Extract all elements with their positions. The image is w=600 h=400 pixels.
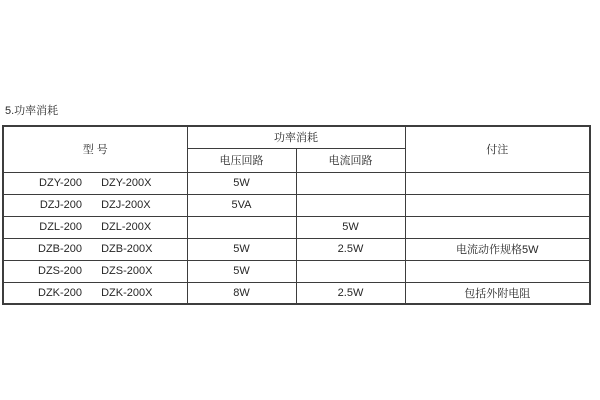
current-cell <box>296 172 405 194</box>
model-variant: DZJ-200X <box>101 199 151 211</box>
note-cell <box>405 172 590 194</box>
model-primary: DZS-200 <box>38 265 83 277</box>
power-consumption-table <box>2 125 591 305</box>
current-cell: 5W <box>296 216 405 238</box>
model-cell <box>3 260 187 282</box>
voltage-cell: 5W <box>187 260 296 282</box>
note-cell <box>405 194 590 216</box>
voltage-cell: 5VA <box>187 194 296 216</box>
header-power-consumption: 功率消耗 <box>187 126 405 148</box>
voltage-cell: 5W <box>187 238 296 260</box>
current-cell <box>296 260 405 282</box>
table-row <box>3 194 590 216</box>
model-variant: DZY-200X <box>101 177 152 189</box>
model-cell <box>3 216 187 238</box>
note-cell: 包括外附电阻 <box>405 282 590 304</box>
table-row <box>3 260 590 282</box>
model-primary: DZB-200 <box>38 243 83 255</box>
model-cell <box>3 194 187 216</box>
voltage-cell: 5W <box>187 172 296 194</box>
header-voltage-circuit: 电压回路 <box>187 148 296 172</box>
table-row <box>3 216 590 238</box>
model-variant: DZL-200X <box>101 221 152 233</box>
current-cell: 2.5W <box>296 282 405 304</box>
table-row <box>3 282 590 304</box>
model-variant: DZB-200X <box>101 243 153 255</box>
model-primary: DZK-200 <box>38 286 83 299</box>
model-primary: DZJ-200 <box>39 199 83 211</box>
header-notes: 付注 <box>405 126 590 172</box>
model-variant: DZK-200X <box>101 286 153 299</box>
voltage-cell <box>187 216 296 238</box>
note-cell: 电流动作规格5W <box>405 238 590 260</box>
model-cell <box>3 172 187 194</box>
section-title: 5.功率消耗 <box>5 105 59 117</box>
model-variant: DZS-200X <box>101 265 153 277</box>
note-cell <box>405 260 590 282</box>
current-cell: 2.5W <box>296 238 405 260</box>
voltage-cell: 8W <box>187 282 296 304</box>
header-row-top <box>3 126 590 148</box>
table-row <box>3 172 590 194</box>
model-primary: DZL-200 <box>39 221 83 233</box>
current-cell <box>296 194 405 216</box>
note-cell <box>405 216 590 238</box>
model-cell <box>3 282 187 304</box>
table-row <box>3 238 590 260</box>
header-current-circuit: 电流回路 <box>296 148 405 172</box>
model-cell <box>3 238 187 260</box>
model-primary: DZY-200 <box>39 177 83 189</box>
header-model: 型 号 <box>3 126 187 172</box>
